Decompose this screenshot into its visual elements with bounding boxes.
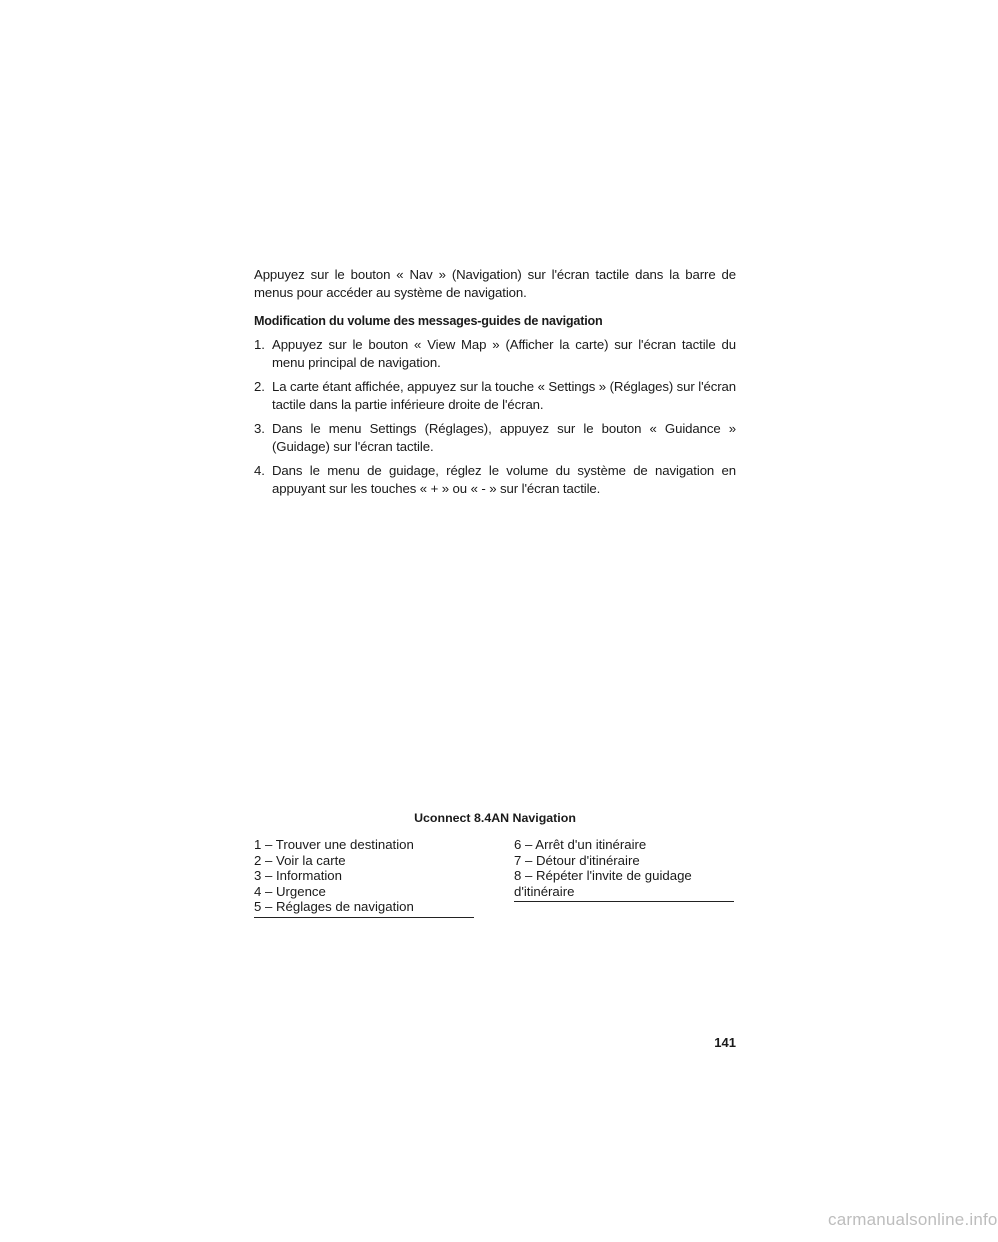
step-item bbox=[254, 462, 736, 498]
watermark: carmanualsonline.info bbox=[828, 1210, 998, 1229]
legend-item: 7 – Détour d'itinéraire bbox=[514, 852, 640, 868]
steps-list bbox=[254, 336, 736, 498]
intro-paragraph: Appuyez sur le bouton « Nav » (Navigation) sur l'écran tactile dans la barre de menus pour accéder au système de navigation. bbox=[254, 267, 736, 300]
page-number: 141 bbox=[714, 1035, 736, 1050]
figure-caption: Uconnect 8.4AN Navigation bbox=[414, 811, 576, 825]
step-number: 3. bbox=[254, 421, 265, 436]
legend-item: 1 – Trouver une destination bbox=[254, 837, 414, 852]
step-number: 1. bbox=[254, 337, 265, 352]
step-item bbox=[254, 420, 736, 456]
page-body bbox=[254, 266, 736, 504]
legend-item: 3 – Information bbox=[254, 868, 342, 884]
legend-item: 8 – Répéter l'invite de guidage d'itinéraire bbox=[514, 868, 692, 899]
step-item bbox=[254, 378, 736, 414]
legend-item: 2 – Voir la carte bbox=[254, 852, 346, 868]
step-text: Appuyez sur le bouton « View Map » (Afficher la carte) sur l'écran tactile du menu principal de navigation. bbox=[272, 337, 736, 370]
section-heading: Modification du volume des messages-guides de navigation bbox=[254, 314, 603, 328]
step-number: 4. bbox=[254, 463, 265, 478]
legend-left bbox=[254, 837, 474, 918]
step-text: La carte étant affichée, appuyez sur la touche « Settings » (Réglages) sur l'écran tactile dans la partie inférieure droite de l'écran. bbox=[272, 379, 736, 412]
step-item bbox=[254, 336, 736, 372]
step-number: 2. bbox=[254, 379, 265, 394]
legend-right bbox=[514, 837, 734, 902]
legend-item: 4 – Urgence bbox=[254, 883, 326, 899]
step-text: Dans le menu Settings (Réglages), appuyez sur le bouton « Guidance » (Guidage) sur l'écran tactile. bbox=[272, 421, 736, 454]
step-text: Dans le menu de guidage, réglez le volume du système de navigation en appuyant sur les touches « + » ou « - » sur l'écran tactile. bbox=[272, 463, 736, 496]
legend-item: 6 – Arrêt d'un itinéraire bbox=[514, 837, 647, 852]
legend-item: 5 – Réglages de navigation bbox=[254, 899, 414, 915]
